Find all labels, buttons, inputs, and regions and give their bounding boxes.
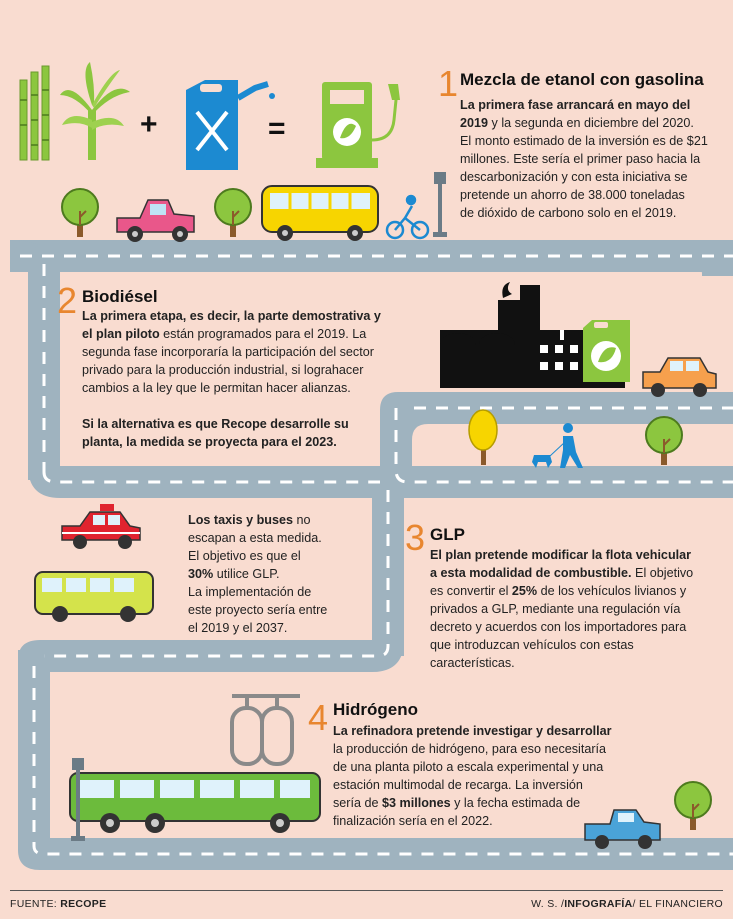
section-number-3: 3 [405,517,426,558]
footer-credit: W. S. /INFOGRAFÍA/ EL FINANCIERO [531,898,723,910]
section-body-4: La refinadora pretende investigar y desarrollar la producción de hidrógeno, para eso necesitaría de una planta piloto a escala experimental y una estación multimodal de recarga. La inversión sería de $3 millones y la fecha estimada de finalización sería en el 2022. [333,724,612,828]
section-body-3: El plan pretende modificar la flota vehicular a esta modalidad de combustible. El objetivo es convertir el 25% de los vehículos livianos y privados a GLP, mediante una regulación vía decreto y acuerdos con los importadores para que introduzcan vehículos con estas características. [430,548,694,670]
section-number-2: 2 [57,280,78,321]
plus-sign: + [140,108,158,141]
section-body-2: La primera etapa, es decir, la parte demostrativa y el plan piloto están programados para el 2019. La segunda fase incorporaría la participación del sector privado para la producción industrial, si lograhacer cambios a la ley que le permitan hacer alianzas. Si la alternativa es que Recope desarrolle su planta, la medida se proyecta para el 2023. [82,309,381,449]
green-bus-icon [35,572,153,622]
section-heading-1: Mezcla de etanol con gasolina [460,70,704,89]
equals-sign: = [268,112,286,145]
footer-source: FUENTE: RECOPE [10,898,107,910]
taxi-note: Los taxis y buses no escapan a esta medida. El objetivo es que el 30% utilice GLP. La implementación de este proyecto sería entre el 2019 y el 2037. [188,513,328,635]
section-number-1: 1 [438,63,459,104]
footer-rule [10,890,723,891]
section-heading-3: GLP [430,525,465,544]
section-body-1: La primera fase arrancará en mayo del 2019 y la segunda en diciembre del 2020. El monto estimado de la inversión es de $21 millones. Este sería el primer paso hacia la descarbonización y con esta iniciativa se pretende un ahorro de 38.000 toneladas de dióxido de carbono solo en el 2019. [460,98,708,220]
biodiesel-can-icon [583,320,630,382]
section-heading-4: Hidrógeno [333,700,418,719]
section-number-4: 4 [308,697,329,738]
section-heading-2: Biodiésel [82,287,158,306]
yellow-bus-icon [262,186,378,241]
